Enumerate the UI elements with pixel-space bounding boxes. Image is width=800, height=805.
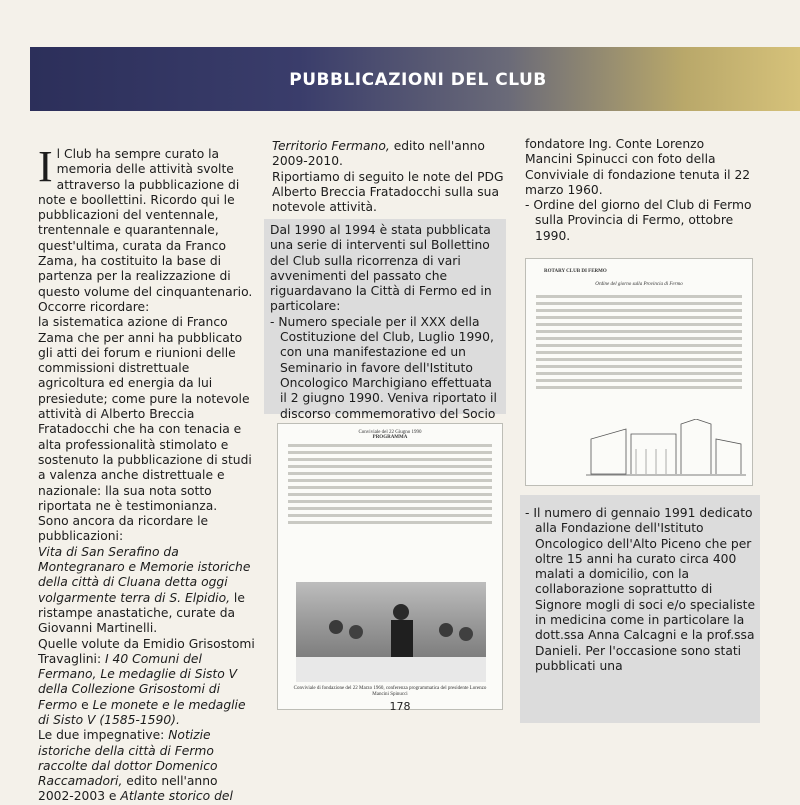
text-line (288, 493, 492, 496)
banquet-photo (296, 582, 486, 682)
paragraph: Quelle volute da Emidio Grisostomi Travaglini: I 40 Comuni del Fermano, Le medaglie di Sisto V della Collezione Grisostomi di Fermo e Le monete e le medaglie di Sisto V (1585-1590). (38, 636, 255, 727)
paragraph: Dal 1990 al 1994 è stata pubblicata una serie di interventi sul Bollettino del Club sulla ricorrenza di vari avvenimenti del passato che riguardavano la Città di Fermo ed in particolare: (270, 223, 492, 314)
text-line (536, 330, 742, 333)
photo-caption: Conviviale di fondazione del 22 Marzo 1960, conferenza programmatica del presidente Lorenzo Mancini Spinucci (293, 686, 487, 697)
text-line (288, 479, 492, 482)
text-line (536, 344, 742, 347)
page-title: PUBBLICAZIONI DEL CLUB (289, 70, 547, 90)
bullet-item: - Numero speciale per il XXX della Costituzione del Club, Luglio 1990, con una manifestazione ed un Seminario in favore dell'Istituto Oncologico Marchigiano effettuata il 2 giugno 1990. Veniva riportato il discorso commemorativo del Socio (270, 314, 497, 421)
text-line (536, 309, 742, 312)
text-line (288, 521, 492, 524)
paragraph: fondatore Ing. Conte Lorenzo Mancini Spinucci con foto della Conviviale di fondazione tenuta il 22 marzo 1960. (525, 137, 751, 197)
doc-heading: Conviviale del 22 Giugno 1990 (358, 430, 422, 435)
piazza-sketch (586, 419, 746, 477)
paragraph: Occorre ricordare: (38, 299, 150, 314)
banquet-photo-figures (296, 582, 486, 682)
text-line (536, 379, 742, 382)
text-line (536, 372, 742, 375)
paragraph: Le due impegnative: Notizie istoriche della città di Fermo raccolte dal dottor Domenico Raccamadori, edito nell'anno 2002-2003 e Atlante storico del (38, 728, 233, 804)
page-number: 178 (389, 700, 411, 713)
text-line (536, 351, 742, 354)
text-line (288, 507, 492, 510)
text-line (288, 514, 492, 517)
drop-cap: I (38, 142, 53, 191)
text-line (536, 323, 742, 326)
text-line (288, 465, 492, 468)
text-line (288, 444, 492, 447)
text-line (536, 386, 742, 389)
column-3 (525, 137, 755, 244)
text-line (536, 295, 742, 298)
paragraph: la sistematica azione di Franco Zama che per anni ha pubblicato gli atti dei forum e riunioni delle commissioni distrettuale agricoltura ed energia da lui presiedute; come pure la notevole attività di Alberto Breccia Fratadocchi che ha con tenacia e alta professionalità stimolato e sostenuto la pubblicazione di studi a valenza anche distrettuale e nazionale: lla sua nota sotto riportata ne è testimonianza. (38, 315, 252, 513)
text-line (536, 337, 742, 340)
bullet-item: - Il numero di gennaio 1991 dedicato alla Fondazione dell'Istituto Oncologico dell'Alto Piceno che per oltre 15 anni ha curato circa 400 malati a domicilio, con la collaborazione soprattutto di Signore mogli di soci e/o specialiste in medicina come in particolare la dott.ssa Anna Calcagni e la prof.ssa Danieli. Per l'occasione sono stati pubblicati una (525, 506, 756, 673)
bullet-item: - Ordine del giorno del Club di Fermo sulla Provincia di Fermo, ottobre 1990. (525, 198, 752, 243)
paragraph: Riportiamo di seguito le note del PDG Alberto Breccia Fratadocchi sulla sua notevole attività. (272, 169, 504, 215)
agenda-document-image (525, 258, 753, 486)
paragraph: Vita di San Serafino da Montegranaro e Memorie istoriche della città di Cluana detta oggi volgarmente terra di S. Elpidio, le ristampe anastatiche, curate da Giovanni Martinelli. (38, 544, 251, 636)
text-line (536, 316, 742, 319)
intro-paragraph: Il Club ha sempre curato la memoria delle attività svolte attraverso la pubblicazione di note e boollettini. Ricordo qui le pubblicazioni del ventennale, trentennale e quarantennale, quest'ultima, curata da Franco Zama, ha costituito la base di partenza per la realizzazione di questo volume del cinquantenario. (38, 142, 253, 299)
highlight-box-text (270, 223, 502, 422)
text-line (288, 458, 492, 461)
doc-subheading: Ordine del giorno sulla Provincia di Fermo (595, 282, 683, 287)
paragraph: Territorio Fermano, edito nell'anno 2009-2010. (272, 139, 485, 169)
doc-subheading: PROGRAMMA (372, 435, 408, 440)
doc-heading: ROTARY CLUB DI FERMO (544, 269, 607, 274)
highlight-box-text (525, 506, 757, 674)
text-line (536, 302, 742, 305)
paragraph: Sono ancora da ricordare le pubblicazioni: (38, 514, 209, 544)
text-line (536, 365, 742, 368)
text-line (288, 486, 492, 489)
text-line (288, 500, 492, 503)
column-2 (272, 139, 504, 215)
text-line (536, 358, 742, 361)
text-line (288, 472, 492, 475)
text-line (288, 451, 492, 454)
